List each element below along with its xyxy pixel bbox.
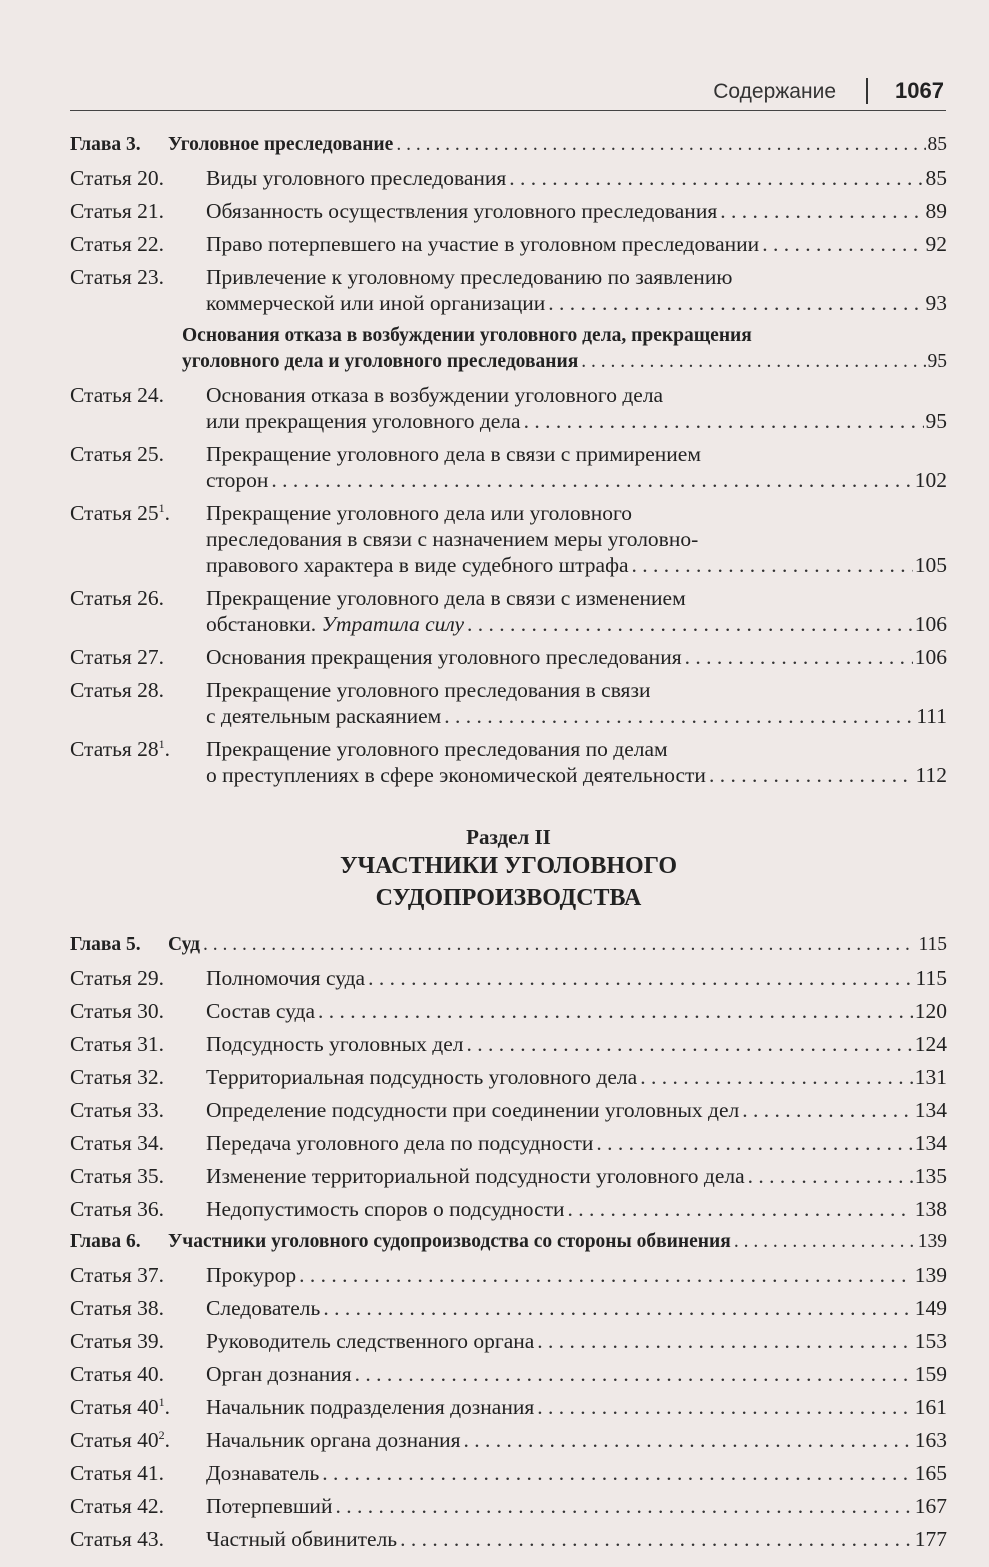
toc-page-number: 135 xyxy=(914,1164,947,1188)
article-number: Статья 36. xyxy=(70,1197,165,1221)
toc-line xyxy=(70,585,947,611)
toc-article[interactable] xyxy=(70,1130,947,1156)
article-number: Статья 30. xyxy=(70,999,165,1023)
toc-article[interactable] xyxy=(70,198,947,224)
toc-line xyxy=(70,132,947,158)
article-number: Статья 39. xyxy=(70,1329,165,1353)
dot-leader xyxy=(335,1493,912,1519)
toc-page-number: 159 xyxy=(914,1362,947,1386)
dot-leader xyxy=(299,1262,913,1288)
dot-leader xyxy=(322,1460,912,1486)
toc-article[interactable] xyxy=(70,1361,947,1387)
article-title: Передача уголовного дела по подсудности xyxy=(206,1131,594,1155)
article-number: Статья 35. xyxy=(70,1164,165,1188)
toc-line xyxy=(70,1526,947,1552)
dot-leader xyxy=(548,290,923,316)
toc-page-number: 177 xyxy=(914,1527,947,1551)
page-number: 1067 xyxy=(895,78,944,103)
toc-article[interactable] xyxy=(70,500,947,578)
article-number: Статья 27. xyxy=(70,645,165,669)
toc-page-number: 112 xyxy=(915,763,947,787)
header-rule xyxy=(70,110,946,111)
toc-line xyxy=(70,932,947,958)
article-title: Состав суда xyxy=(206,999,316,1023)
article-title: Прокурор xyxy=(206,1263,297,1287)
article-title: Дознаватель xyxy=(206,1461,320,1485)
dot-leader xyxy=(748,1163,913,1189)
article-number: Статья 38. xyxy=(70,1296,165,1320)
toc-line xyxy=(70,1097,947,1123)
chapter-title: Участники уголовного судопроизводства со стороны обвинения xyxy=(168,1231,731,1252)
dot-leader xyxy=(355,1361,913,1387)
toc-article[interactable] xyxy=(70,1460,947,1486)
article-title: Основания отказа в возбуждении уголовного дела xyxy=(206,383,664,407)
toc-line xyxy=(70,611,947,637)
toc-line xyxy=(70,762,947,788)
article-title: Следователь xyxy=(206,1296,321,1320)
article-title: Недопустимость споров о подсудности xyxy=(206,1197,565,1221)
toc-article[interactable] xyxy=(70,231,947,257)
toc-chapter[interactable] xyxy=(70,932,947,958)
article-title: Прекращение уголовного преследования в связи xyxy=(206,678,651,702)
toc-line xyxy=(70,408,947,434)
toc-line xyxy=(70,1394,947,1420)
article-number: Статья $25^1$. xyxy=(70,500,171,525)
dot-leader xyxy=(685,644,913,670)
toc-line xyxy=(70,1031,947,1057)
dot-leader xyxy=(596,1130,912,1156)
article-number: Статья 40. xyxy=(70,1362,165,1386)
article-title: коммерческой или иной организации xyxy=(206,291,546,315)
toc-page-number: 115 xyxy=(918,934,947,955)
dot-leader xyxy=(467,611,913,637)
toc-article[interactable] xyxy=(70,1196,947,1222)
article-title: Определение подсудности при соединении уголовных дел xyxy=(206,1098,740,1122)
article-title: Начальник подразделения дознания xyxy=(206,1395,535,1419)
toc-chapter[interactable] xyxy=(70,323,947,375)
dot-leader xyxy=(203,932,916,958)
chapter-title: Суд xyxy=(168,934,200,955)
section-heading xyxy=(70,824,947,914)
article-title: Руководитель следственного органа xyxy=(206,1329,535,1353)
toc-line xyxy=(70,1460,947,1486)
dot-leader xyxy=(400,1526,913,1552)
article-number: Статья 29. xyxy=(70,966,165,990)
dot-leader xyxy=(368,965,913,991)
toc-page-number: 139 xyxy=(914,1263,947,1287)
toc-page-number: 111 xyxy=(916,704,947,728)
dot-leader xyxy=(537,1328,912,1354)
dot-leader xyxy=(464,1427,913,1453)
running-header-title: Содержание xyxy=(713,80,836,103)
toc-article[interactable] xyxy=(70,1394,947,1420)
superscript: 1 xyxy=(158,736,165,751)
toc-article[interactable] xyxy=(70,165,947,191)
toc-page-number: 102 xyxy=(914,468,947,492)
toc-page-number: 165 xyxy=(914,1461,947,1485)
article-title: Виды уголовного преследования xyxy=(206,166,507,190)
article-number: Статья 22. xyxy=(70,232,165,256)
toc-line xyxy=(70,1493,947,1519)
toc-line xyxy=(70,677,947,703)
toc-page-number: 85 xyxy=(927,134,947,155)
superscript: 2 xyxy=(158,1427,165,1442)
toc-page-number: 131 xyxy=(914,1065,947,1089)
article-title: о преступлениях в сфере экономической деятельности xyxy=(206,763,706,787)
toc-line xyxy=(70,349,947,375)
toc-page-number: 167 xyxy=(914,1494,947,1518)
article-title: сторон xyxy=(206,468,269,492)
article-title: Основания прекращения уголовного преследования xyxy=(206,645,682,669)
article-title: Прекращение уголовного дела или уголовного xyxy=(206,501,633,525)
toc-article[interactable] xyxy=(70,1031,947,1057)
toc-chapter[interactable] xyxy=(70,1229,947,1255)
dot-leader xyxy=(734,1229,916,1255)
article-title: Привлечение к уголовному преследованию по заявлению xyxy=(206,265,733,289)
toc-line xyxy=(70,526,947,552)
article-number: Статья $40^2$. xyxy=(70,1427,171,1452)
dot-leader xyxy=(640,1064,913,1090)
toc-line xyxy=(70,1064,947,1090)
toc-article[interactable] xyxy=(70,1526,947,1552)
article-number: Статья 34. xyxy=(70,1131,165,1155)
toc-article[interactable] xyxy=(70,1328,947,1354)
chapter-number: Глава 3. xyxy=(70,134,141,155)
toc-line xyxy=(70,1163,947,1189)
dot-leader xyxy=(568,1196,913,1222)
dot-leader xyxy=(323,1295,912,1321)
article-number: Статья 43. xyxy=(70,1527,165,1551)
dot-leader xyxy=(762,231,923,257)
toc-page-number: 134 xyxy=(914,1131,947,1155)
dot-leader xyxy=(444,703,914,729)
toc-line xyxy=(70,736,947,762)
article-number: Статья 32. xyxy=(70,1065,165,1089)
article-title: Прекращение уголовного дела в связи с примирением xyxy=(206,442,701,466)
toc-article[interactable] xyxy=(70,1493,947,1519)
toc-line xyxy=(70,1328,947,1354)
toc-page-number: 106 xyxy=(914,645,947,669)
article-title: с деятельным раскаянием xyxy=(206,704,442,728)
article-number: Статья 24. xyxy=(70,383,165,407)
toc-page-number: 149 xyxy=(914,1296,947,1320)
dot-leader xyxy=(318,998,913,1024)
toc-article[interactable] xyxy=(70,1262,947,1288)
article-number: Статья 25. xyxy=(70,442,165,466)
article-title: Прекращение уголовного дела в связи с изменением xyxy=(206,586,686,610)
toc-page-number: 139 xyxy=(917,1231,947,1252)
toc-article[interactable] xyxy=(70,644,947,670)
toc-article[interactable] xyxy=(70,382,947,434)
article-title: правового характера в виде судебного штрафа xyxy=(206,553,629,577)
repealed-note: Утратила силу xyxy=(321,612,465,636)
toc-line xyxy=(70,441,947,467)
toc-line xyxy=(70,1130,947,1156)
toc-line xyxy=(70,165,947,191)
article-number: Статья 21. xyxy=(70,199,165,223)
article-number: Статья 28. xyxy=(70,678,165,702)
article-title: Право потерпевшего на участие в уголовном преследовании xyxy=(206,232,760,256)
chapter-title: Уголовное преследование xyxy=(168,134,394,155)
table-of-contents xyxy=(70,132,947,1559)
toc-page-number: 161 xyxy=(914,1395,947,1419)
toc-article[interactable] xyxy=(70,1427,947,1453)
article-number: Статья 41. xyxy=(70,1461,165,1485)
toc-page-number: 134 xyxy=(914,1098,947,1122)
article-number: Статья 31. xyxy=(70,1032,165,1056)
toc-chapter[interactable] xyxy=(70,132,947,158)
article-title: Территориальная подсудность уголовного дела xyxy=(206,1065,638,1089)
dot-leader xyxy=(537,1394,912,1420)
article-number: Статья 37. xyxy=(70,1263,165,1287)
toc-page-number: 93 xyxy=(925,291,947,315)
toc-line xyxy=(70,467,947,493)
article-title: Потерпевший xyxy=(206,1494,333,1518)
article-number: Статья $28^1$. xyxy=(70,736,171,761)
chapter-title: уголовного дела и уголовного преследования xyxy=(182,351,579,372)
toc-article[interactable] xyxy=(70,441,947,493)
article-title: Обязанность осуществления уголовного преследования xyxy=(206,199,718,223)
article-number: Статья 23. xyxy=(70,265,165,289)
toc-line xyxy=(70,1295,947,1321)
article-title: Орган дознания xyxy=(206,1362,352,1386)
toc-line xyxy=(70,1229,947,1255)
toc-line xyxy=(70,1262,947,1288)
header-separator xyxy=(866,78,868,104)
article-title: или прекращения уголовного дела xyxy=(206,409,521,433)
superscript: 1 xyxy=(158,1394,165,1409)
toc-page-number: 89 xyxy=(925,199,947,223)
toc-line xyxy=(70,1361,947,1387)
article-number: Статья $40^1$. xyxy=(70,1394,171,1419)
article-title: Прекращение уголовного преследования по делам xyxy=(206,737,668,761)
article-number: Статья 33. xyxy=(70,1098,165,1122)
running-header xyxy=(70,76,946,110)
toc-page-number: 95 xyxy=(927,351,947,372)
dot-leader xyxy=(509,165,923,191)
section-label: Раздел II xyxy=(466,825,551,849)
toc-page-number: 106 xyxy=(914,612,947,636)
chapter-number: Глава 6. xyxy=(70,1231,141,1252)
toc-article[interactable] xyxy=(70,736,947,788)
toc-line xyxy=(70,500,947,526)
toc-article[interactable] xyxy=(70,1295,947,1321)
toc-page-number: 120 xyxy=(914,999,947,1023)
toc-page-number: 115 xyxy=(915,966,947,990)
article-title: обстановки. Утратила силу xyxy=(206,612,465,636)
dot-leader xyxy=(709,762,914,788)
article-title: Частный обвинитель xyxy=(206,1527,398,1551)
article-title: Полномочия суда xyxy=(206,966,366,990)
toc-article[interactable] xyxy=(70,965,947,991)
section-title-line: СУДОПРОИЗВОДСТВА xyxy=(375,885,642,911)
toc-page-number: 105 xyxy=(914,553,947,577)
toc-page-number: 124 xyxy=(914,1032,947,1056)
toc-article[interactable] xyxy=(70,585,947,637)
toc-article[interactable] xyxy=(70,998,947,1024)
dot-leader xyxy=(524,408,924,434)
toc-article[interactable] xyxy=(70,1163,947,1189)
dot-leader xyxy=(742,1097,912,1123)
toc-line xyxy=(70,198,947,224)
toc-page-number: 138 xyxy=(914,1197,947,1221)
article-title: преследования в связи с назначением меры уголовно- xyxy=(206,527,699,551)
superscript: 1 xyxy=(158,500,165,515)
toc-line xyxy=(70,998,947,1024)
toc-line xyxy=(70,264,947,290)
dot-leader xyxy=(271,467,912,493)
section-title-line: УЧАСТНИКИ УГОЛОВНОГО xyxy=(339,853,678,879)
dot-leader xyxy=(632,552,913,578)
toc-page-number: 85 xyxy=(925,166,947,190)
dot-leader xyxy=(720,198,923,224)
toc-line xyxy=(70,290,947,316)
toc-article[interactable] xyxy=(70,1064,947,1090)
toc-page-number: 95 xyxy=(925,409,947,433)
toc-page-number: 163 xyxy=(914,1428,947,1452)
toc-article[interactable] xyxy=(70,264,947,316)
toc-line xyxy=(70,644,947,670)
toc-article[interactable] xyxy=(70,1097,947,1123)
toc-article[interactable] xyxy=(70,677,947,729)
toc-line xyxy=(70,965,947,991)
article-number: Статья 42. xyxy=(70,1494,165,1518)
chapter-title: Основания отказа в возбуждении уголовного дела, прекращения xyxy=(182,325,752,346)
article-number: Статья 26. xyxy=(70,586,165,610)
dot-leader xyxy=(467,1031,913,1057)
toc-line xyxy=(70,1196,947,1222)
toc-line xyxy=(70,323,947,349)
article-number: Статья 20. xyxy=(70,166,165,190)
dot-leader xyxy=(581,349,925,375)
toc-line xyxy=(70,1427,947,1453)
toc-page-number: 92 xyxy=(925,232,947,256)
article-title: Подсудность уголовных дел xyxy=(206,1032,464,1056)
dot-leader xyxy=(396,132,925,158)
article-title: Изменение территориальной подсудности уголовного дела xyxy=(206,1164,745,1188)
toc-line xyxy=(70,552,947,578)
article-title: Начальник органа дознания xyxy=(206,1428,461,1452)
toc-line xyxy=(70,703,947,729)
toc-page-number: 153 xyxy=(914,1329,947,1353)
toc-line xyxy=(70,382,947,408)
toc-line xyxy=(70,231,947,257)
chapter-number: Глава 5. xyxy=(70,934,141,955)
